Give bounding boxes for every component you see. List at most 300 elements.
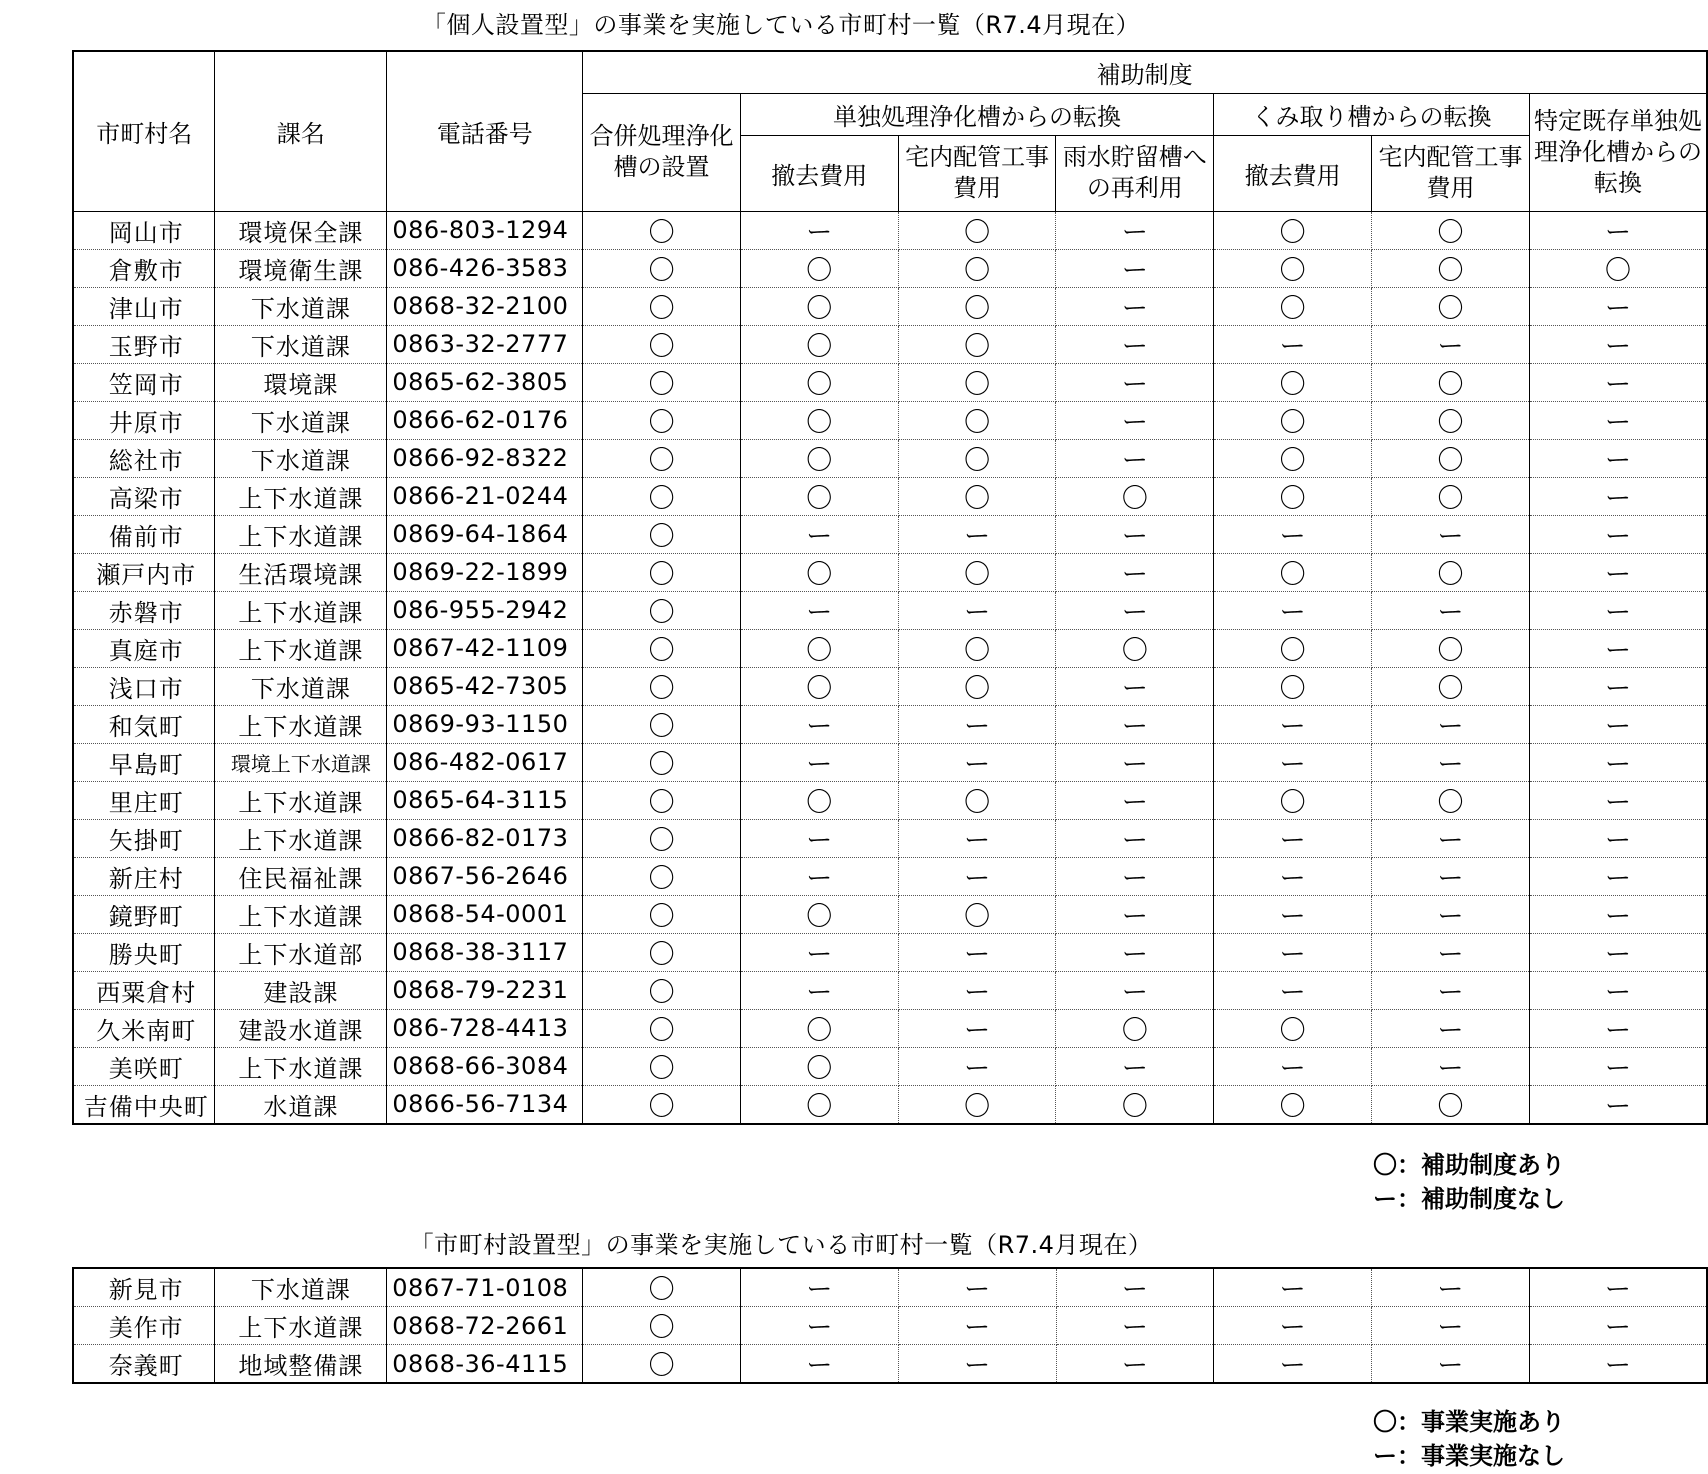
phone-cell: 0868-79-2231: [387, 971, 583, 1009]
mark-single-piping: ー: [898, 819, 1056, 857]
mark-single-rainwater: ー: [1056, 1307, 1214, 1345]
mark-kumitori-piping: ー: [1372, 705, 1530, 743]
phone-cell: 0869-22-1899: [387, 553, 583, 591]
mark-single-piping: 〇: [898, 401, 1056, 439]
mark-kumitori-piping: ー: [1372, 933, 1530, 971]
municipality-cell: 鏡野町: [73, 895, 215, 933]
table-row: [73, 287, 1707, 325]
mark-combined: 〇: [583, 781, 741, 819]
mark-specific: ー: [1529, 629, 1707, 667]
phone-cell: 0866-56-7134: [387, 1085, 583, 1124]
mark-single-rainwater: ー: [1056, 325, 1214, 363]
mark-single-removal: 〇: [740, 895, 898, 933]
phone-cell: 0869-93-1150: [387, 705, 583, 743]
table-row: [73, 895, 1707, 933]
municipality-cell: 玉野市: [73, 325, 215, 363]
header-kumitori-group: くみ取り槽からの転換: [1214, 93, 1530, 135]
mark-combined: 〇: [583, 591, 741, 629]
phone-cell: 086-426-3583: [387, 249, 583, 287]
mark-single-piping: 〇: [898, 553, 1056, 591]
mark-single-rainwater: ー: [1056, 895, 1214, 933]
department-cell: 環境衛生課: [215, 249, 387, 287]
header-specific: 特定既存単独処理浄化槽からの転換: [1529, 93, 1707, 211]
department-cell: 上下水道課: [215, 515, 387, 553]
department-cell: 地域整備課: [215, 1345, 387, 1384]
department-cell: 上下水道課: [215, 629, 387, 667]
mark-combined: 〇: [583, 895, 741, 933]
department-cell: 下水道課: [215, 287, 387, 325]
mark-single-rainwater: ー: [1056, 1047, 1214, 1085]
mark-specific: ー: [1529, 667, 1707, 705]
table-row: [73, 1085, 1707, 1124]
table-row: [73, 1009, 1707, 1047]
mark-single-piping: ー: [898, 1345, 1056, 1384]
mark-kumitori-piping: ー: [1372, 591, 1530, 629]
mark-kumitori-removal: 〇: [1214, 211, 1372, 249]
mark-single-rainwater: ー: [1056, 1268, 1214, 1307]
mark-kumitori-piping: 〇: [1372, 287, 1530, 325]
municipality-cell: 新見市: [73, 1268, 215, 1307]
mark-single-removal: ー: [740, 857, 898, 895]
mark-specific: ー: [1529, 211, 1707, 249]
mark-specific: ー: [1529, 1345, 1707, 1384]
municipality-cell: 和気町: [73, 705, 215, 743]
page-title-municipal: 「市町村設置型」の事業を実施している市町村一覧（R7.4月現在）: [409, 1231, 1153, 1259]
header-kumitori-piping: 宅内配管工事費用: [1372, 135, 1530, 211]
mark-kumitori-piping: ー: [1372, 895, 1530, 933]
department-cell: 環境課: [215, 363, 387, 401]
mark-kumitori-piping: ー: [1372, 743, 1530, 781]
mark-single-removal: 〇: [740, 401, 898, 439]
mark-combined: 〇: [583, 1307, 741, 1345]
mark-combined: 〇: [583, 401, 741, 439]
table-row: [73, 629, 1707, 667]
department-cell: 下水道課: [215, 325, 387, 363]
department-cell: 上下水道課: [215, 1047, 387, 1085]
department-cell: 上下水道課: [215, 705, 387, 743]
mark-kumitori-piping: ー: [1372, 1345, 1530, 1384]
mark-specific: ー: [1529, 933, 1707, 971]
municipality-cell: 早島町: [73, 743, 215, 781]
legend-subsidy-no: ー：補助制度なし: [1373, 1185, 1565, 1213]
mark-single-removal: 〇: [740, 287, 898, 325]
mark-combined: 〇: [583, 211, 741, 249]
department-cell: 上下水道課: [215, 477, 387, 515]
mark-single-removal: ー: [740, 933, 898, 971]
mark-single-removal: ー: [740, 591, 898, 629]
mark-specific: ー: [1529, 1047, 1707, 1085]
mark-kumitori-piping: 〇: [1372, 629, 1530, 667]
phone-cell: 0868-32-2100: [387, 287, 583, 325]
mark-single-rainwater: ー: [1056, 211, 1214, 249]
mark-specific: ー: [1529, 1268, 1707, 1307]
phone-cell: 0866-62-0176: [387, 401, 583, 439]
department-cell: 建設課: [215, 971, 387, 1009]
mark-kumitori-removal: ー: [1214, 971, 1372, 1009]
mark-single-rainwater: 〇: [1056, 477, 1214, 515]
individual-table: [72, 50, 1708, 1125]
phone-cell: 086-955-2942: [387, 591, 583, 629]
municipality-cell: 高梁市: [73, 477, 215, 515]
mark-single-rainwater: ー: [1056, 781, 1214, 819]
mark-kumitori-removal: ー: [1214, 933, 1372, 971]
mark-specific: ー: [1529, 857, 1707, 895]
mark-single-rainwater: ー: [1056, 515, 1214, 553]
mark-combined: 〇: [583, 1047, 741, 1085]
table-row: [73, 1047, 1707, 1085]
mark-specific: ー: [1529, 553, 1707, 591]
mark-single-removal: 〇: [740, 667, 898, 705]
mark-combined: 〇: [583, 363, 741, 401]
mark-single-removal: 〇: [740, 629, 898, 667]
mark-single-rainwater: ー: [1056, 249, 1214, 287]
mark-kumitori-removal: ー: [1214, 1345, 1372, 1384]
mark-specific: ー: [1529, 287, 1707, 325]
municipality-cell: 吉備中央町: [73, 1085, 215, 1124]
mark-combined: 〇: [583, 667, 741, 705]
mark-kumitori-removal: ー: [1214, 819, 1372, 857]
mark-single-removal: 〇: [740, 325, 898, 363]
municipality-cell: 笠岡市: [73, 363, 215, 401]
header-kumitori-removal: 撤去費用: [1214, 135, 1372, 211]
table-row: [73, 819, 1707, 857]
department-cell: 下水道課: [215, 1268, 387, 1307]
mark-single-rainwater: ー: [1056, 287, 1214, 325]
mark-kumitori-removal: ー: [1214, 705, 1372, 743]
department-cell: 下水道課: [215, 667, 387, 705]
mark-single-piping: ー: [898, 1307, 1056, 1345]
mark-single-piping: 〇: [898, 477, 1056, 515]
mark-single-piping: 〇: [898, 211, 1056, 249]
mark-kumitori-piping: 〇: [1372, 1085, 1530, 1124]
mark-kumitori-removal: 〇: [1214, 781, 1372, 819]
table-row: [73, 211, 1707, 249]
department-cell: 建設水道課: [215, 1009, 387, 1047]
mark-specific: ー: [1529, 1307, 1707, 1345]
municipality-cell: 備前市: [73, 515, 215, 553]
mark-single-rainwater: ー: [1056, 553, 1214, 591]
table-row: [73, 325, 1707, 363]
mark-kumitori-removal: 〇: [1214, 287, 1372, 325]
mark-kumitori-piping: ー: [1372, 971, 1530, 1009]
mark-single-rainwater: ー: [1056, 857, 1214, 895]
mark-combined: 〇: [583, 857, 741, 895]
header-single-piping: 宅内配管工事費用: [898, 135, 1056, 211]
mark-specific: ー: [1529, 401, 1707, 439]
table-row: [73, 401, 1707, 439]
mark-single-piping: ー: [898, 591, 1056, 629]
page-title-individual: 「個人設置型」の事業を実施している市町村一覧（R7.4月現在）: [421, 11, 1141, 39]
mark-kumitori-piping: ー: [1372, 857, 1530, 895]
department-cell: 上下水道部: [215, 933, 387, 971]
department-cell: 下水道課: [215, 439, 387, 477]
municipality-cell: 里庄町: [73, 781, 215, 819]
mark-single-rainwater: 〇: [1056, 629, 1214, 667]
municipality-cell: 西粟倉村: [73, 971, 215, 1009]
table-row: [73, 781, 1707, 819]
mark-kumitori-removal: ー: [1214, 1047, 1372, 1085]
mark-combined: 〇: [583, 1085, 741, 1124]
municipality-cell: 津山市: [73, 287, 215, 325]
table-row: [73, 667, 1707, 705]
phone-cell: 0865-64-3115: [387, 781, 583, 819]
phone-cell: 0866-21-0244: [387, 477, 583, 515]
mark-single-piping: ー: [898, 1047, 1056, 1085]
mark-kumitori-removal: ー: [1214, 1307, 1372, 1345]
department-cell: 上下水道課: [215, 1307, 387, 1345]
mark-single-rainwater: ー: [1056, 401, 1214, 439]
municipality-cell: 井原市: [73, 401, 215, 439]
mark-combined: 〇: [583, 705, 741, 743]
mark-kumitori-piping: 〇: [1372, 781, 1530, 819]
mark-kumitori-piping: ー: [1372, 325, 1530, 363]
mark-single-piping: 〇: [898, 439, 1056, 477]
municipality-cell: 奈義町: [73, 1345, 215, 1384]
mark-single-removal: ー: [740, 971, 898, 1009]
municipality-cell: 美作市: [73, 1307, 215, 1345]
mark-kumitori-piping: ー: [1372, 515, 1530, 553]
mark-single-rainwater: ー: [1056, 591, 1214, 629]
mark-single-rainwater: ー: [1056, 819, 1214, 857]
legend-project-yes: 〇：事業実施あり: [1373, 1408, 1565, 1436]
mark-kumitori-piping: ー: [1372, 1009, 1530, 1047]
municipality-cell: 倉敷市: [73, 249, 215, 287]
table-row: [73, 933, 1707, 971]
mark-kumitori-piping: ー: [1372, 1268, 1530, 1307]
mark-combined: 〇: [583, 971, 741, 1009]
table-row: [73, 971, 1707, 1009]
mark-specific: ー: [1529, 363, 1707, 401]
phone-cell: 0866-82-0173: [387, 819, 583, 857]
mark-kumitori-removal: 〇: [1214, 629, 1372, 667]
mark-combined: 〇: [583, 553, 741, 591]
phone-cell: 0865-42-7305: [387, 667, 583, 705]
mark-specific: ー: [1529, 515, 1707, 553]
mark-single-removal: ー: [741, 1345, 899, 1384]
mark-kumitori-piping: ー: [1372, 1307, 1530, 1345]
mark-single-removal: ー: [740, 211, 898, 249]
mark-single-removal: 〇: [740, 1085, 898, 1124]
mark-single-piping: ー: [898, 933, 1056, 971]
phone-cell: 0867-42-1109: [387, 629, 583, 667]
mark-kumitori-piping: ー: [1372, 819, 1530, 857]
mark-single-piping: 〇: [898, 781, 1056, 819]
mark-single-piping: 〇: [898, 629, 1056, 667]
phone-cell: 0868-54-0001: [387, 895, 583, 933]
phone-cell: 086-728-4413: [387, 1009, 583, 1047]
mark-specific: ー: [1529, 705, 1707, 743]
mark-single-rainwater: ー: [1056, 933, 1214, 971]
mark-kumitori-removal: 〇: [1214, 1009, 1372, 1047]
header-combined: 合併処理浄化槽の設置: [583, 93, 741, 211]
mark-combined: 〇: [583, 743, 741, 781]
mark-kumitori-removal: 〇: [1214, 667, 1372, 705]
mark-specific: ー: [1529, 477, 1707, 515]
department-cell: 環境保全課: [215, 211, 387, 249]
mark-combined: 〇: [583, 819, 741, 857]
header-single-removal: 撤去費用: [740, 135, 898, 211]
municipality-cell: 久米南町: [73, 1009, 215, 1047]
mark-kumitori-piping: 〇: [1372, 401, 1530, 439]
mark-kumitori-piping: 〇: [1372, 667, 1530, 705]
mark-kumitori-piping: 〇: [1372, 211, 1530, 249]
phone-cell: 0867-71-0108: [387, 1268, 583, 1307]
phone-cell: 0868-36-4115: [387, 1345, 583, 1384]
mark-specific: ー: [1529, 591, 1707, 629]
mark-specific: ー: [1529, 895, 1707, 933]
legend-subsidy: [1373, 1148, 1565, 1216]
mark-kumitori-removal: 〇: [1214, 1085, 1372, 1124]
mark-single-piping: 〇: [898, 249, 1056, 287]
mark-specific: ー: [1529, 971, 1707, 1009]
mark-single-removal: ー: [740, 819, 898, 857]
phone-cell: 086-482-0617: [387, 743, 583, 781]
mark-single-removal: ー: [740, 743, 898, 781]
table-row: [73, 515, 1707, 553]
department-cell: 下水道課: [215, 401, 387, 439]
mark-single-rainwater: ー: [1056, 667, 1214, 705]
mark-specific: ー: [1529, 325, 1707, 363]
phone-cell: 0865-62-3805: [387, 363, 583, 401]
phone-cell: 0868-72-2661: [387, 1307, 583, 1345]
mark-single-piping: 〇: [898, 667, 1056, 705]
mark-single-rainwater: 〇: [1056, 1009, 1214, 1047]
mark-kumitori-removal: ー: [1214, 325, 1372, 363]
table-row: [73, 591, 1707, 629]
mark-single-rainwater: ー: [1056, 1345, 1214, 1384]
table-row: [73, 477, 1707, 515]
mark-single-removal: 〇: [740, 553, 898, 591]
mark-single-removal: 〇: [740, 439, 898, 477]
mark-kumitori-removal: ー: [1214, 895, 1372, 933]
table-row: [73, 249, 1707, 287]
mark-kumitori-removal: 〇: [1214, 439, 1372, 477]
table-row: [73, 743, 1707, 781]
mark-single-removal: ー: [740, 515, 898, 553]
mark-single-removal: ー: [740, 705, 898, 743]
municipality-cell: 矢掛町: [73, 819, 215, 857]
mark-single-rainwater: ー: [1056, 705, 1214, 743]
header-department: 課名: [215, 51, 387, 211]
mark-combined: 〇: [583, 477, 741, 515]
mark-single-removal: 〇: [740, 781, 898, 819]
mark-kumitori-removal: 〇: [1214, 477, 1372, 515]
mark-combined: 〇: [583, 1268, 741, 1307]
municipality-cell: 浅口市: [73, 667, 215, 705]
municipality-cell: 総社市: [73, 439, 215, 477]
mark-specific: ー: [1529, 781, 1707, 819]
mark-kumitori-removal: ー: [1214, 591, 1372, 629]
table-row: [73, 363, 1707, 401]
mark-single-rainwater: ー: [1056, 439, 1214, 477]
header-single-group: 単独処理浄化槽からの転換: [740, 93, 1213, 135]
header-subsidy: 補助制度: [583, 51, 1707, 93]
table-row: [73, 705, 1707, 743]
table-row: [73, 439, 1707, 477]
department-cell: 上下水道課: [215, 781, 387, 819]
mark-single-removal: 〇: [740, 1009, 898, 1047]
mark-single-piping: 〇: [898, 1085, 1056, 1124]
mark-kumitori-removal: 〇: [1214, 401, 1372, 439]
mark-single-rainwater: ー: [1056, 971, 1214, 1009]
mark-kumitori-piping: ー: [1372, 1047, 1530, 1085]
mark-combined: 〇: [583, 287, 741, 325]
mark-single-removal: 〇: [740, 1047, 898, 1085]
department-cell: 上下水道課: [215, 895, 387, 933]
table-row: [73, 1345, 1707, 1384]
legend-project-no: ー：事業実施なし: [1373, 1442, 1565, 1470]
mark-single-piping: ー: [898, 857, 1056, 895]
mark-specific: ー: [1529, 819, 1707, 857]
mark-combined: 〇: [583, 629, 741, 667]
municipality-cell: 赤磐市: [73, 591, 215, 629]
mark-kumitori-piping: 〇: [1372, 363, 1530, 401]
mark-kumitori-removal: ー: [1214, 1268, 1372, 1307]
table-row: [73, 553, 1707, 591]
mark-single-piping: 〇: [898, 287, 1056, 325]
table-row: [73, 1307, 1707, 1345]
department-cell: 上下水道課: [215, 819, 387, 857]
mark-specific: ー: [1529, 743, 1707, 781]
mark-single-rainwater: ー: [1056, 363, 1214, 401]
phone-cell: 086-803-1294: [387, 211, 583, 249]
phone-cell: 0866-92-8322: [387, 439, 583, 477]
phone-cell: 0867-56-2646: [387, 857, 583, 895]
municipality-cell: 美咲町: [73, 1047, 215, 1085]
mark-single-piping: 〇: [898, 363, 1056, 401]
municipal-table: [72, 1267, 1708, 1384]
department-cell: 環境上下水道課: [215, 743, 387, 781]
mark-kumitori-removal: ー: [1214, 743, 1372, 781]
mark-single-piping: 〇: [898, 895, 1056, 933]
mark-kumitori-removal: ー: [1214, 857, 1372, 895]
department-cell: 住民福祉課: [215, 857, 387, 895]
mark-combined: 〇: [583, 325, 741, 363]
mark-single-rainwater: 〇: [1056, 1085, 1214, 1124]
mark-kumitori-piping: 〇: [1372, 477, 1530, 515]
mark-single-removal: ー: [741, 1307, 899, 1345]
mark-single-piping: ー: [898, 1009, 1056, 1047]
municipality-cell: 瀬戸内市: [73, 553, 215, 591]
mark-kumitori-piping: 〇: [1372, 439, 1530, 477]
mark-single-removal: 〇: [740, 477, 898, 515]
mark-single-piping: ー: [898, 1268, 1056, 1307]
mark-specific: ー: [1529, 439, 1707, 477]
mark-kumitori-piping: 〇: [1372, 553, 1530, 591]
mark-single-rainwater: ー: [1056, 743, 1214, 781]
mark-combined: 〇: [583, 1345, 741, 1384]
legend-subsidy-yes: 〇：補助制度あり: [1373, 1151, 1565, 1179]
mark-specific: ー: [1529, 1009, 1707, 1047]
municipality-cell: 岡山市: [73, 211, 215, 249]
mark-combined: 〇: [583, 933, 741, 971]
mark-kumitori-removal: 〇: [1214, 249, 1372, 287]
mark-combined: 〇: [583, 249, 741, 287]
mark-single-piping: 〇: [898, 325, 1056, 363]
mark-combined: 〇: [583, 1009, 741, 1047]
mark-single-removal: 〇: [740, 249, 898, 287]
mark-kumitori-removal: 〇: [1214, 363, 1372, 401]
mark-kumitori-removal: ー: [1214, 515, 1372, 553]
department-cell: 上下水道課: [215, 591, 387, 629]
header-single-rainwater: 雨水貯留槽への再利用: [1056, 135, 1214, 211]
mark-single-piping: ー: [898, 705, 1056, 743]
header-phone: 電話番号: [387, 51, 583, 211]
municipality-cell: 真庭市: [73, 629, 215, 667]
phone-cell: 0868-66-3084: [387, 1047, 583, 1085]
table-row: [73, 857, 1707, 895]
mark-kumitori-piping: 〇: [1372, 249, 1530, 287]
